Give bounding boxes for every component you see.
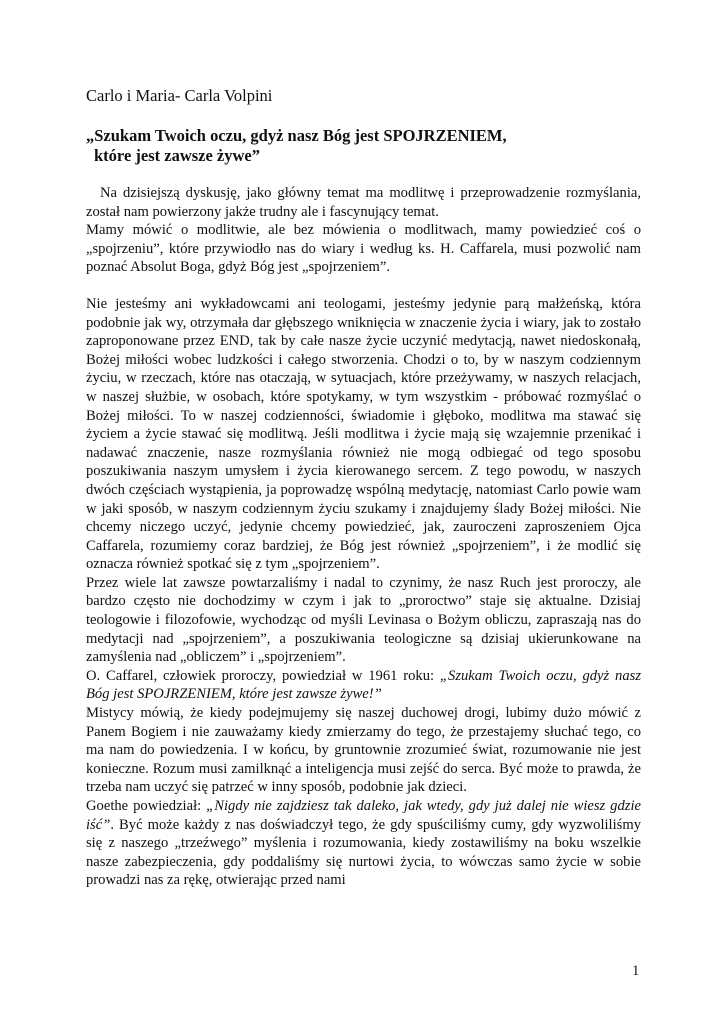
paragraph-intro: Na dzisiejszą dyskusję, jako główny temat ma modlitwę i przeprowadzenie rozmyślania, został nam powierzony jakże trudny ale i fascynujący temat. — [86, 185, 641, 220]
page-content — [86, 86, 641, 890]
page-number: 1 — [632, 963, 640, 979]
author-line: Carlo i Maria- Carla Volpini — [86, 86, 273, 105]
goethe-intro: Goethe powiedział: — [86, 798, 207, 814]
title-line-2: które jest zawsze żywe” — [94, 146, 260, 165]
paragraph-mystics: Mistycy mówią, że kiedy podejmujemy się naszej duchowej drogi, lubimy dużo mówić z Panem Bogiem i nie zauważamy kiedy zmierzamy do tego, że przestajemy słuchać tego, co ma nam do powiedzenia. I w końcu, by gruntownie zrozumieć świat, rozumowanie nie jest konieczne. Rozum musi zamilknąć a inteligencja musi zejść do serca. Być może to prawda, że trzeba nam uczyć się patrzeć w inny sposób, podobnie jak dzieci. — [86, 705, 641, 796]
title-line-1: „Szukam Twoich oczu, gdyż nasz Bóg jest SPOJRZENIEM, — [86, 126, 507, 145]
goethe-rest: . Być może każdy z nas doświadczył tego, że gdy spuściliśmy cumy, gdy wyzwoliliśmy się z naszego „trzeźwego” myślenia i rozumowania, kiedy zostawiliśmy na boku wszelkie nasze zabezpieczenia, gdy poddaliśmy się nurtowi życia, to wówczas samo życie w sobie prowadzi nas za rękę, otwierając przed nami — [86, 816, 641, 889]
caffarel-quote: „Szukam Twoich oczu, gdyż nasz Bóg jest SPOJRZENIEM, które jest zawsze żywe!” — [86, 667, 641, 703]
paragraph-gap — [86, 277, 641, 295]
caffarel-intro: O. Caffarel, człowiek proroczy, powiedział w 1961 roku: — [86, 667, 440, 684]
paragraph-movement: Przez wiele lat zawsze powtarzaliśmy i nadal to czynimy, że nasz Ruch jest proroczy, ale bardzo często nie dochodzimy w czym i jak to „proroctwo” staje się aktualne. Dzisiaj teologowie i filozofowie, wychodząc od myśli Levinasa o Bożym obliczu, zapraszają nas do medytacji nad „spojrzeniem”, a poszukiwania teologiczne są dzisiaj ukierunkowane na zamyślenia nad „obliczem” i „spojrzeniem”. — [86, 574, 641, 666]
paragraph-caffarel — [86, 667, 641, 704]
paragraph-prayer: Mamy mówić o modlitwie, ale bez mówienia o modlitwach, mamy powiedzieć coś o „spojrzeniu”, które przywiodło nas do wiary i według ks. H. Caffarela, musi pozwolić nam poznać Absolut Boga, gdyż Bóg jest „spojrzeniem”. — [86, 222, 641, 276]
document-title — [86, 126, 641, 166]
paragraph-couple: Nie jesteśmy ani wykładowcami ani teologami, jesteśmy jedynie parą małżeńską, która podobnie jak wy, otrzymała dar głębszego wniknięcia w znaczenie życia i wiary, jak to zostało zaproponowane przez END, tak by całe nasze życie uczynić medytacją, nawet niedoskonałą, Bożej miłości wobec ludzkości i całego stworzenia. Chodzi o to, by w naszym codziennym życiu, w rzeczach, które nas otaczają, w sytuacjach, które przeżywamy, w naszych relacjach, w naszej służbie, w osobach, które spotykamy, w tym wszystkim - próbować rozmyślać o Bożej miłości. To w naszej codzienności, świadomie i głęboko, modlitwa ma stawać się życiem a życie stawać się modlitwą. Jeśli modlitwa i życie mają się wzajemnie przenikać i nadawać znaczenie, nasze rozmyślania również nie mogą odbiegać od tego sposobu poszukiwania naszym umysłem i życia kierowanego sercem. Z tego powodu, w naszych dwóch częściach wystąpienia, ja poprowadzę wspólną medytację, natomiast Carlo powie wam w jaki sposób, w naszym codziennym życiu szukamy i znajdujemy ślady Bożej miłości. Nie chcemy niczego uczyć, jedynie chcemy powiedzieć, jak, zauroczeni zaproszeniem Ojca Caffarela, rozumiemy coraz bardziej, że Bóg jest również „spojrzeniem”, i że modlić się oznacza również spotkać się z tym „spojrzeniem”. — [86, 295, 641, 573]
paragraph-goethe — [86, 797, 641, 890]
goethe-quote: „Nigdy nie zajdziesz tak daleko, jak wtedy, gdy już dalej nie wiesz gdzie iść” — [86, 798, 641, 833]
